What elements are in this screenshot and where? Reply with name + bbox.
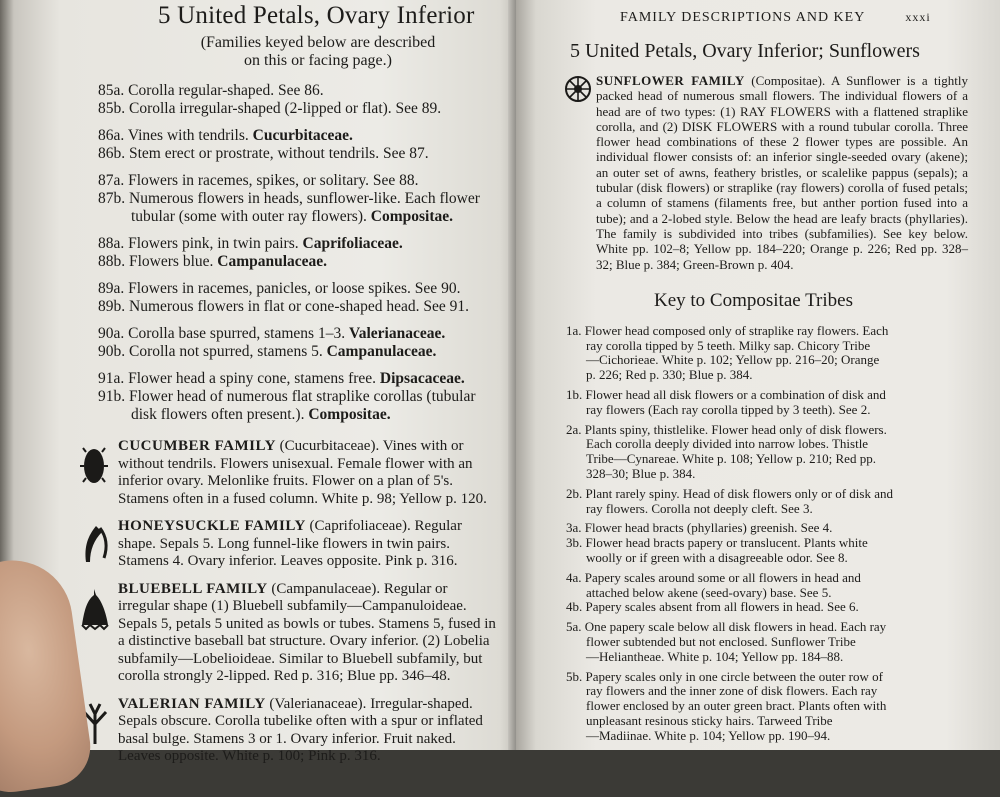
key-line: 85a. Corolla regular-shaped. See 86.: [98, 82, 324, 99]
family-honeysuckle: HONEYSUCKLE FAMILY (Caprifoliaceae). Regular shape. Sepals 5. Long funnel-like flowers in twin pairs. Stamens 4. Ovary inferior. Leaves opposite. Pink p. 316.: [98, 518, 520, 571]
key-line: 91a. Flower head a spiny cone, stamens free. Dipsacaceae.: [98, 370, 465, 387]
key-group-4: [566, 571, 990, 615]
right-page: [516, 0, 1000, 750]
key-line: 328–30; Blue p. 384.: [586, 466, 696, 482]
key-line: disk flowers often present.). Compositae.: [131, 406, 391, 423]
key-line: 90a. Corolla base spurred, stamens 1–3. Valerianaceae.: [98, 325, 446, 342]
cucumber-icon: [78, 442, 112, 488]
key-line: 88b. Flowers blue. Campanulaceae.: [98, 253, 328, 270]
family-sunflower: SUNFLOWER FAMILY (Compositae). A Sunflower is a tightly packed head of numerous small flowers. The individual flowers of a head are of two types: (1) RAY FLOWERS with a flattened straplike corolla, and (2) DISK FLOWERS with a round tubular corolla. Three flower head combinations of these 2 flower types are possible. An individual flower consists of: an inferior single-seeded ovary (akene); an outer set of awns, feathery bristles, or scalelike pappus (sepals); a tubular (disk flowers) or straplike (ray flowers) corolla of fused petals; a column of stamens (filaments free, but anther portion fused into a tube); and a 2-lobed style. Below the head are leafy bracts (phyllaries). The family is subdivided into tribes (subfamilies). See key below. White pp. 102–8; Yellow pp. 184–220; Orange p. 226; Red pp. 328–32; Blue p. 384; Green-Brown p. 404.: [566, 73, 990, 272]
left-page: [0, 0, 520, 764]
key-line: 87a. Flowers in racemes, spikes, or solitary. See 88.: [98, 172, 419, 189]
key-group-85: [98, 82, 520, 118]
key-group-86: [98, 127, 520, 163]
key-line: p. 226; Red p. 330; Blue p. 384.: [586, 367, 753, 383]
key-line: Tribe—Cynareae. White p. 108; Yellow p. 210; Red pp.: [586, 451, 876, 467]
key-line: flower subtended but not enclosed. Sunflower Tribe: [586, 634, 856, 649]
key-line: 3b. Flower head bracts papery or translucent. Plants white: [566, 535, 868, 551]
key-line: 1b. Flower head all disk flowers or a combination of disk and: [566, 387, 886, 403]
left-page-subtitle: [168, 34, 468, 70]
subtitle-line-2: on this or facing page.): [244, 52, 392, 69]
key-group-1b: [566, 388, 990, 418]
key-line: ray flowers (Each ray corolla tipped by 3 teeth). See 2.: [586, 401, 871, 417]
family-valerian: VALERIAN FAMILY (Valerianaceae). Irregular-shaped. Sepals obscure. Corolla tubelike often with a spur or inflated basal bulge. Stamens 3 or 1. Ovary inferior. Fruit naked. Leaves opposite. White p. 100; Pink p. 316.: [98, 696, 520, 766]
key-line: attached below akene (seed-ovary) base. See 5.: [586, 584, 832, 600]
key-line: ray corolla tipped by 5 teeth. Milky sap. Chicory Tribe: [586, 337, 871, 353]
key-line: 3a. Flower head bracts (phyllaries) greenish. See 4.: [566, 520, 833, 536]
key-line: —Heliantheae. White p. 104; Yellow pp. 184–88.: [586, 648, 844, 664]
key-line: 86b. Stem erect or prostrate, without tendrils. See 87.: [98, 145, 429, 162]
key-line: 2a. Plants spiny, thistlelike. Flower head only of disk flowers.: [566, 421, 887, 437]
compositae-key-title: Key to Compositae Tribes: [654, 289, 853, 311]
running-head: [620, 10, 990, 26]
key-line: tubular (some with outer ray flowers). Compositae.: [131, 208, 453, 225]
key-line: 89b. Numerous flowers in flat or cone-shaped head. See 91.: [98, 298, 470, 315]
key-line: 89a. Flowers in racemes, panicles, or loose spikes. See 90.: [98, 280, 461, 297]
key-group-91: [98, 370, 520, 424]
key-group-2b: [566, 487, 990, 517]
key-line: 88a. Flowers pink, in twin pairs. Caprifoliaceae.: [98, 235, 403, 252]
key-line: 85b. Corolla irregular-shaped (2-lipped or flat). See 89.: [98, 100, 442, 117]
left-page-title: 5 United Petals, Ovary Inferior: [158, 2, 475, 29]
bluebell-icon: [78, 585, 112, 631]
key-line: Each corolla deeply divided into narrow lobes. Thistle: [586, 436, 869, 452]
honeysuckle-icon: [78, 522, 112, 568]
subtitle-line-1: (Families keyed below are described: [200, 34, 436, 51]
page-number: xxxi: [905, 10, 931, 24]
key-line: unpleasant resinous sticky hairs. Tarweed Tribe: [586, 712, 833, 728]
key-line: —Madiinae. White p. 104; Yellow pp. 190–94.: [586, 727, 831, 743]
key-group-3: [566, 521, 990, 565]
key-line: 86a. Vines with tendrils. Cucurbitaceae.: [98, 127, 353, 144]
key-group-2a: [566, 423, 990, 482]
key-group-87: [98, 172, 520, 226]
family-key: [98, 82, 520, 424]
key-line: ray flowers and the inner zone of disk flowers. Each ray: [586, 683, 878, 699]
key-group-5b: [566, 670, 990, 744]
key-line: ray flowers. Corolla not deeply cleft. See 3.: [586, 500, 813, 516]
key-group-90: [98, 325, 520, 361]
running-head-title: FAMILY DESCRIPTIONS AND KEY: [620, 10, 865, 25]
key-line: 5b. Papery scales only in one circle between the outer row of: [566, 668, 883, 684]
sunflower-icon: [564, 75, 592, 103]
right-page-title: 5 United Petals, Ovary Inferior; Sunflowers: [570, 40, 920, 62]
key-group-5a: [566, 620, 990, 664]
key-group-88: [98, 235, 520, 271]
key-line: 90b. Corolla not spurred, stamens 5. Campanulaceae.: [98, 343, 437, 360]
compositae-key: [566, 324, 990, 744]
key-group-1a: [566, 324, 990, 383]
key-line: 87b. Numerous flowers in heads, sunflower-like. Each flower: [98, 190, 480, 207]
key-line: flower enclosed by an outer green bract. Plants often with: [586, 698, 887, 714]
key-line: 4b. Papery scales absent from all flowers in head. See 6.: [566, 599, 859, 615]
family-bluebell: BLUEBELL FAMILY (Campanulaceae). Regular or irregular shape (1) Bluebell subfamily—Campanuloideae. Sepals 5, petals 5 united as bowls or tubes. Stamens 5, fused in a distinctive baseball bat structure. Ovary inferior. (2) Lobelia subfamily—Lobelioideae. Similar to Bluebell subfamily, but corolla strongly 2-lipped. Red p. 316; Blue pp. 346–48.: [98, 581, 520, 686]
key-line: 1a. Flower head composed only of straplike ray flowers. Each: [566, 322, 889, 338]
key-line: 5a. One papery scale below all disk flowers in head. Each ray: [566, 619, 887, 635]
key-line: 2b. Plant rarely spiny. Head of disk flowers only or of disk and: [566, 485, 893, 501]
key-line: 91b. Flower head of numerous flat straplike corollas (tubular: [98, 388, 476, 405]
key-group-89: [98, 280, 520, 316]
key-line: 4a. Papery scales around some or all flowers in head and: [566, 569, 861, 585]
key-line: woolly or if green with a disagreeable odor. See 8.: [586, 550, 848, 566]
key-line: —Cichorieae. White p. 102; Yellow pp. 216–20; Orange: [586, 352, 880, 368]
family-cucumber: CUCUMBER FAMILY (Cucurbitaceae). Vines with or without tendrils. Flowers unisexual. Female flower with an inferior ovary. Melonlike fruits. Flower on a plan of 5's. Stamens often in a fused column. White p. 98; Yellow p. 120.: [98, 438, 520, 508]
